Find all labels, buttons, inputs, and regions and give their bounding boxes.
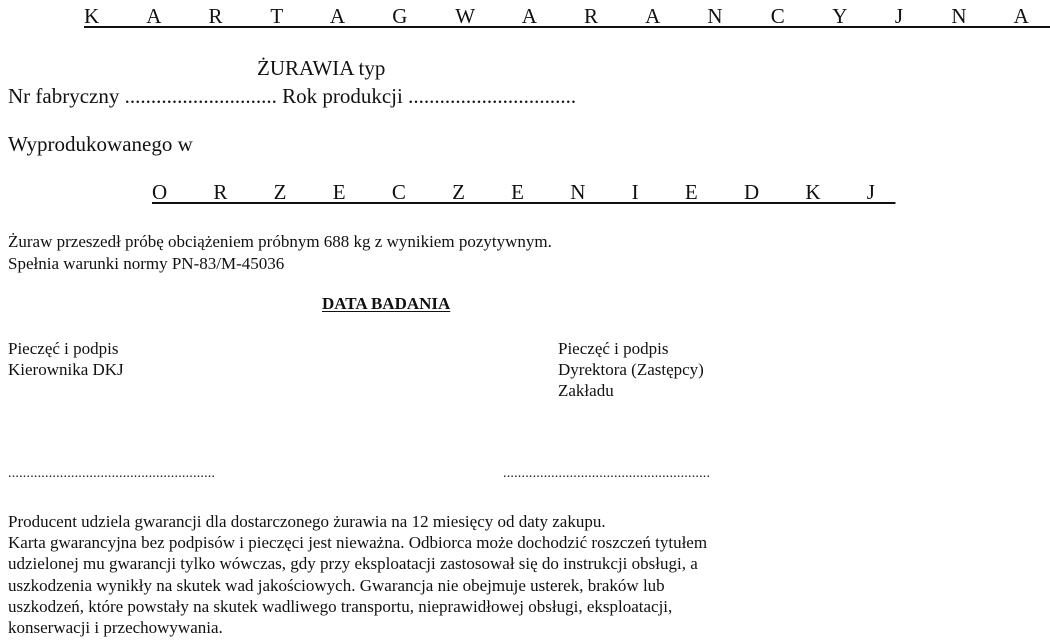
warranty-terms-line: uszkodzeń, które powstały na skutek wadliwego transportu, nieprawidłowej obsługi, eksploatacji,	[8, 596, 673, 616]
test-date-heading: DATA BADANIA	[322, 294, 451, 313]
right-signature-label-line-3: Zakładu	[558, 381, 614, 400]
left-signature-label-line-2: Kierownika DKJ	[8, 360, 124, 379]
warranty-terms	[8, 511, 707, 638]
dkj-verdict-title: O R Z E C Z E N I E D K J	[152, 180, 896, 204]
warranty-terms-line: konserwacji i przechowywania.	[8, 618, 223, 638]
right-signature-label-line-1: Pieczęć i podpis	[558, 339, 669, 358]
crane-type-label: ŻURAWIA typ	[257, 56, 386, 80]
warranty-terms-line: Karta gwarancyjna bez podpisów i pieczęci jest nieważna. Odbiorca może dochodzić roszczeń tytułem	[8, 533, 708, 553]
document-title: K A R T A G W A R A N C Y J N A	[84, 4, 1050, 28]
test-result-line: Żuraw przeszedł próbę obciążeniem próbnym 688 kg z wynikiem pozytywnym.	[8, 232, 552, 251]
left-signature-line: ........................................................	[8, 466, 216, 481]
made-in-label: Wyprodukowanego w	[8, 132, 193, 156]
standard-compliance-line: Spełnia warunki normy PN-83/M-45036	[8, 254, 285, 273]
warranty-terms-line: udzielonej mu gwarancji tylko wówczas, gdy przy eksploatacji zastosował się do instrukcji obsługi, a	[8, 554, 698, 574]
warranty-terms-line: uszkodzenia wynikły na skutek wad jakościowych. Gwarancja nie obejmuje usterek, braków lub	[8, 575, 665, 595]
right-signature-line: ........................................................	[503, 466, 711, 481]
left-signature-label-line-1: Pieczęć i podpis	[8, 339, 119, 358]
serial-and-year-line: Nr fabryczny ............................. Rok produkcji ................................	[8, 84, 577, 108]
warranty-terms-line: Producent udziela gwarancji dla dostarczonego żurawia na 12 miesięcy od daty zakupu.	[8, 512, 606, 531]
right-signature-label-line-2: Dyrektora (Zastępcy)	[558, 360, 704, 379]
